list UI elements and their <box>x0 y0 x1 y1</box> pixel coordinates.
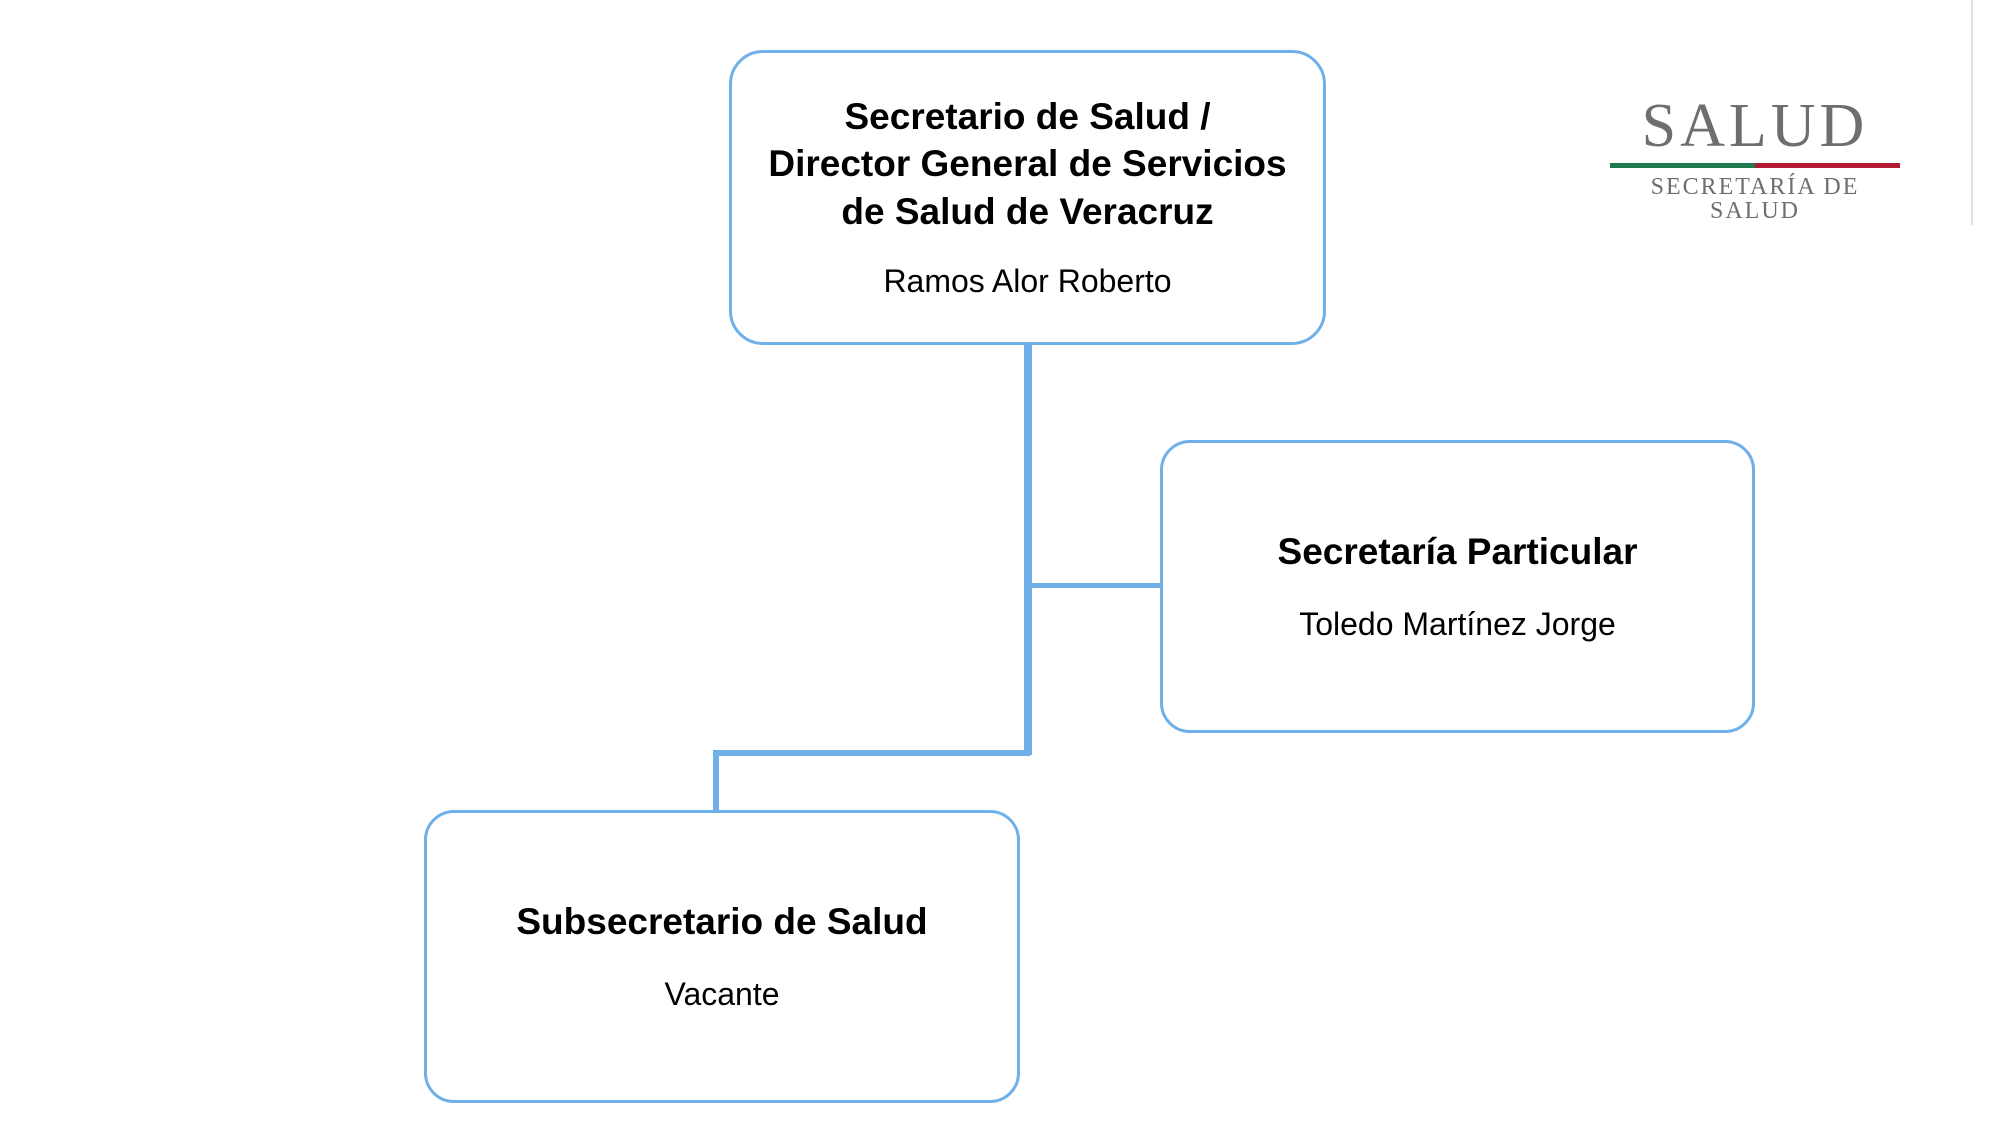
salud-logo <box>1610 92 1900 224</box>
org-node-secretario-person: Ramos Alor Roberto <box>883 263 1172 300</box>
org-node-secretario-de-salud[interactable] <box>729 50 1326 345</box>
org-node-subsecretario-de-salud[interactable] <box>424 810 1020 1103</box>
org-node-subsecretario-person: Vacante <box>664 975 780 1012</box>
org-node-secretario-title-line2: Director General de Servicios <box>768 143 1287 185</box>
org-node-secretaria-particular[interactable] <box>1160 440 1755 733</box>
org-node-subsecretario-title: Subsecretario de Salud <box>516 901 928 943</box>
salud-logo-rule <box>1610 163 1900 168</box>
slide-edge-divider <box>1971 0 1973 225</box>
org-node-secretario-title-line3: de Salud de Veracruz <box>841 190 1214 232</box>
connector-to-secretaria-particular <box>1030 583 1164 588</box>
org-node-secretario-title-line1: Secretario de Salud / <box>844 95 1211 137</box>
connector-to-subsecretario <box>713 750 719 814</box>
salud-logo-subtitle: SECRETARÍA DE SALUD <box>1650 174 1860 224</box>
connector-bottom-horizontal <box>713 750 1030 756</box>
salud-logo-rule-red <box>1755 163 1900 168</box>
org-node-secretario-title <box>768 93 1286 235</box>
org-node-secretaria-particular-title: Secretaría Particular <box>1277 531 1638 573</box>
salud-logo-rule-green <box>1610 163 1755 168</box>
org-node-secretaria-particular-person: Toledo Martínez Jorge <box>1299 605 1616 642</box>
salud-logo-wordmark: SALUD <box>1641 92 1869 160</box>
connector-secretario-trunk <box>1024 345 1032 755</box>
